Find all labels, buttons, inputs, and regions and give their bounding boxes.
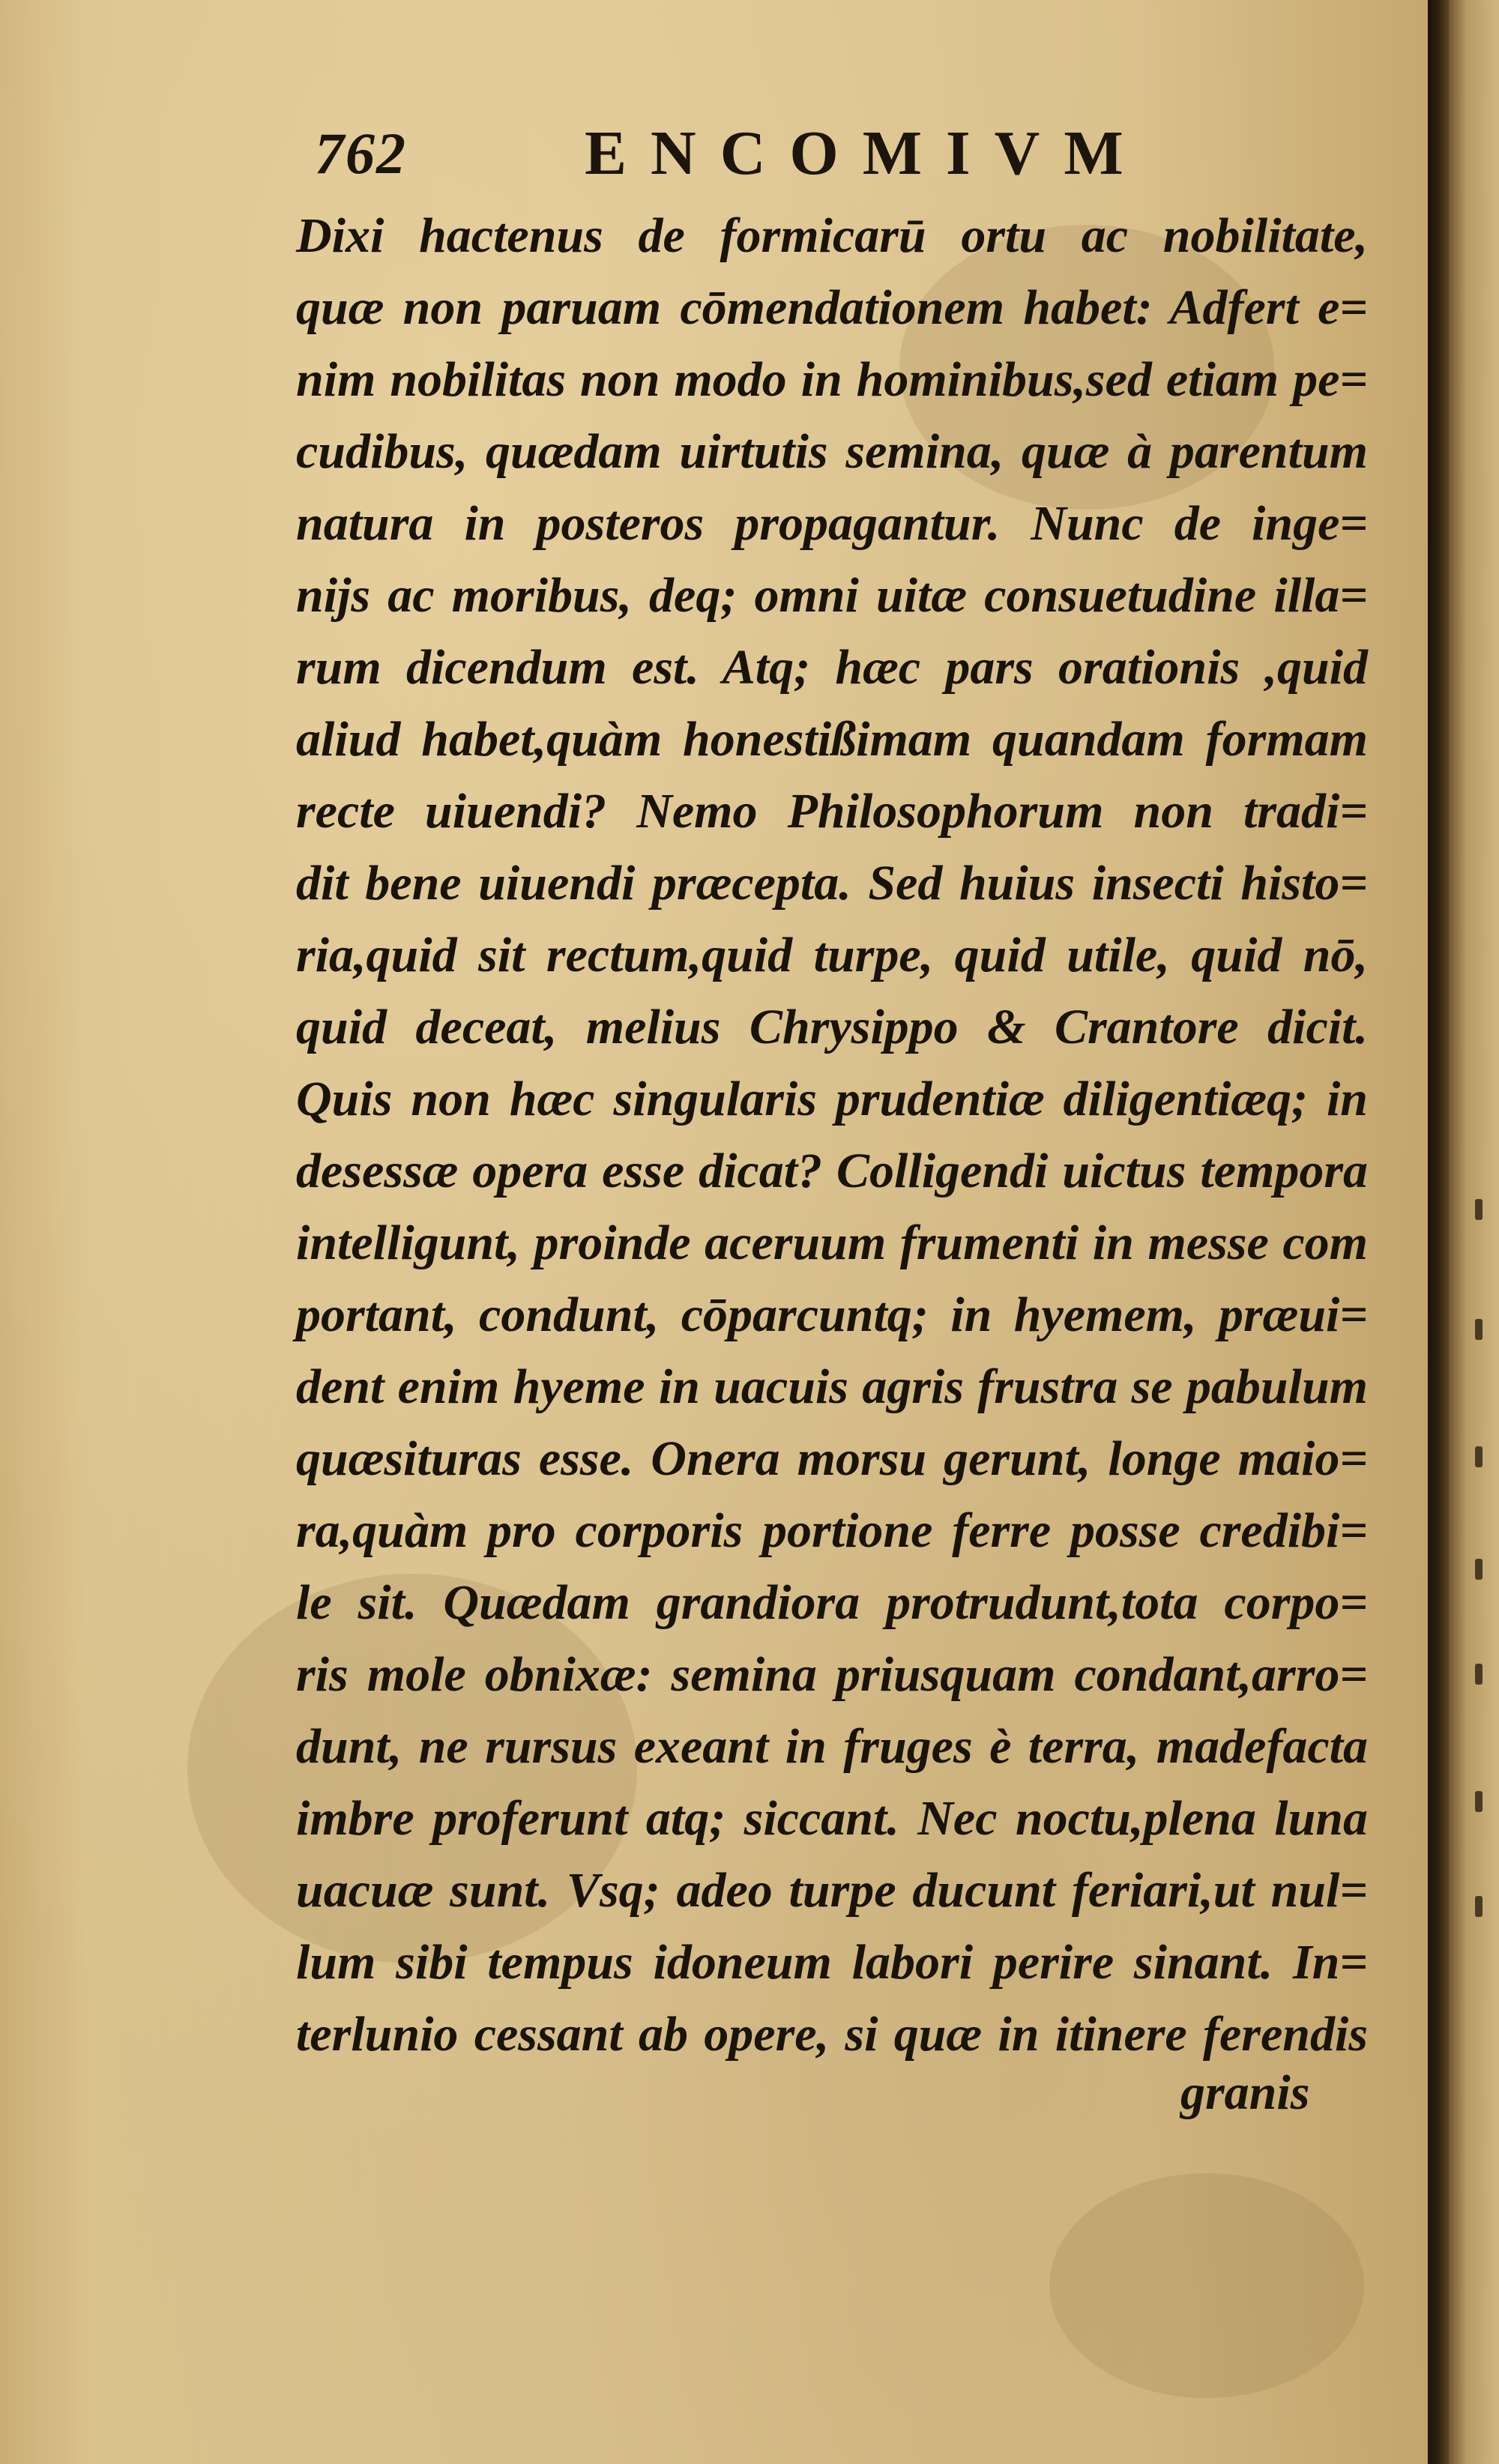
text-line: aliud habet,quàm honestißimam quandam formam	[296, 712, 1368, 767]
text-line: natura in posteros propagantur. Nunc de inge=	[296, 496, 1368, 551]
text-line: dit bene uiuendi præcepta. Sed huius insecti histo=	[296, 856, 1368, 911]
text-line: terlunio cessant ab opere, si quæ in itinere ferendis	[296, 2007, 1368, 2062]
paper-stain	[1049, 2173, 1364, 2398]
text-line: cudibus, quædam uirtutis semina, quæ à parentum	[296, 424, 1368, 479]
text-line: ris mole obnixæ: semina priusquam condant,arro=	[296, 1647, 1368, 1702]
text-line: le sit. Quædam grandiora protrudunt,tota corpo=	[296, 1575, 1368, 1630]
text-line: recte uiuendi? Nemo Philosophorum non tradi=	[296, 784, 1368, 839]
text-line: quæsituras esse. Onera morsu gerunt, longe maio=	[296, 1431, 1368, 1486]
text-line: dent enim hyeme in uacuis agris frustra se pabulum	[296, 1359, 1368, 1414]
facing-page-edge	[1449, 0, 1499, 2464]
text-line: ria,quid sit rectum,quid turpe, quid utile, quid nō,	[296, 928, 1368, 982]
text-line: imbre proferunt atq; siccant. Nec noctu,plena luna	[296, 1791, 1368, 1846]
text-line: portant, condunt, cōparcuntq; in hyemem, præui=	[296, 1287, 1368, 1342]
text-line: dunt, ne rursus exeant in fruges è terra, madefacta	[296, 1719, 1368, 1774]
text-line: desessæ opera esse dicat? Colligendi uictus tempora	[296, 1144, 1368, 1198]
text-line: intelligunt, proinde aceruum frumenti in messe com	[296, 1216, 1368, 1270]
page-number: 762	[315, 121, 407, 186]
page-header	[315, 112, 1289, 195]
facing-page-text-fragments	[1475, 1199, 1490, 1948]
text-line: lum sibi tempus idoneum labori perire sinant. In=	[296, 1935, 1368, 1990]
text-line: rum dicendum est. Atq; hæc pars orationis ,quid	[296, 640, 1368, 695]
text-line: ra,quàm pro corporis portione ferre posse credibi=	[296, 1503, 1368, 1558]
running-head: ENCOMIVM	[585, 118, 1147, 188]
body-text	[296, 202, 1368, 2151]
catchword: granis	[1180, 2065, 1310, 2120]
text-line: nim nobilitas non modo in hominibus,sed etiam pe=	[296, 352, 1368, 407]
text-line: uacuæ sunt. Vsq; adeo turpe ducunt feriari,ut nul=	[296, 1863, 1368, 1918]
text-line: quid deceat, melius Chrysippo & Crantore dicit.	[296, 1000, 1368, 1054]
text-line: Quis non hæc singularis prudentiæ diligentiæq; in	[296, 1072, 1368, 1126]
text-line: nijs ac moribus, deq; omni uitæ consuetudine illa=	[296, 568, 1368, 623]
text-line: quæ non paruam cōmendationem habet: Adfert e=	[296, 280, 1368, 335]
text-line: Dixi hactenus de formicarū ortu ac nobilitate,	[296, 208, 1368, 263]
book-gutter	[1428, 0, 1449, 2464]
